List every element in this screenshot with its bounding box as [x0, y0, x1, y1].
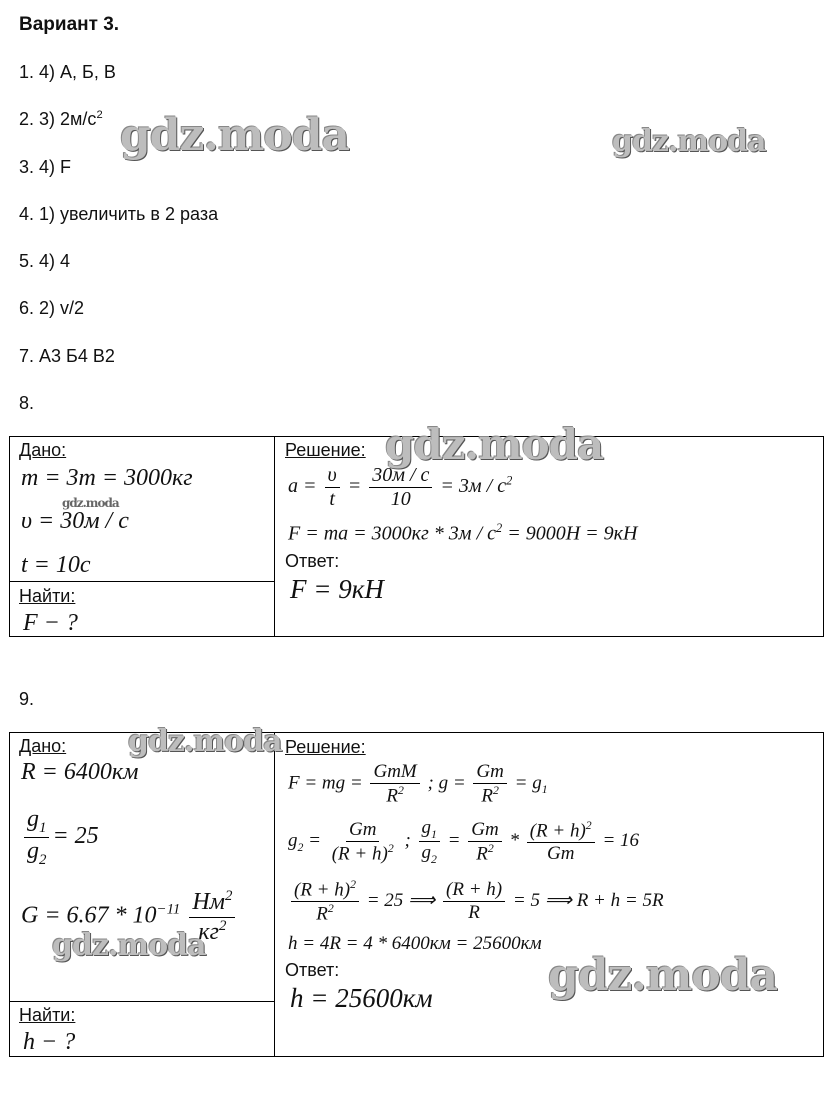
task8-given-m: m = 3т = 3000кг: [21, 465, 193, 491]
task8-number: 8.: [19, 393, 35, 413]
task8-find-label: Найти:: [19, 586, 76, 606]
task8-solution-label: Решение:: [285, 440, 366, 460]
task8-answer-label: Ответ:: [285, 551, 340, 571]
task9-given-label: Дано:: [19, 736, 67, 756]
task9-find: h − ?: [23, 1029, 76, 1055]
answer-item: 6. 2) v/2: [19, 298, 85, 318]
task9-line1: F = mg = $\frac{\text{GmM}}{R^2}$ ; g = $\frac{Gm}{R^2}$ = $g_1$: [288, 761, 548, 807]
task9-answer-label: Ответ:: [285, 960, 340, 980]
task8-given-label: Дано:: [19, 440, 67, 460]
watermark-logo: gdz.moda: [120, 110, 350, 161]
answer-item: 2. 3) $2м/с^2$: [19, 109, 103, 129]
answer-item: 1. 4) А, Б, В: [19, 62, 116, 82]
task9-number: 9.: [19, 689, 35, 709]
task9-given-G: $G = 6.67 * 10^{-11}$ $\frac{Нм^2}{кг^2}$: [21, 888, 238, 946]
task8-find: F − ?: [23, 610, 78, 636]
answer-item: 3. 4) F: [19, 157, 72, 177]
task9-line3: $\frac{(R + h)^2}{R^2}$ = 25 ⟹ $\frac{(R + h)}{R}$ = 5 ⟹ R + h = 5R: [288, 878, 664, 925]
task9-answer: h = 25600км: [290, 983, 433, 1013]
watermark-logo: gdz.moda: [52, 928, 206, 963]
watermark-logo: gdz.moda: [128, 724, 282, 759]
task8-answer: F = 9кН: [290, 574, 384, 604]
task9-solution-label: Решение:: [285, 737, 366, 757]
task9-find-label: Найти:: [19, 1005, 76, 1025]
task8-given-t: t = 10c: [21, 552, 91, 578]
page-title: Вариант 3.: [19, 14, 120, 35]
task9-given-g-ratio: $\frac{g_1}{g_2}$ = 25: [21, 806, 99, 869]
watermark-logo: gdz.moda: [612, 124, 766, 159]
task8-formula-f: F = ma = $3000кг * 3м / с^2 = 9000Н = 9кН$: [288, 521, 638, 545]
watermark-logo: gdz.moda: [385, 420, 604, 469]
task9-line2: $g_2$ = $\frac{Gm}{(R + h)^2}$ ; $\frac{g_1}{g_2}$ = $\frac{Gm}{R^2}$ * $\frac{(R + h)^2}{Gm}$ = 16: [288, 817, 640, 867]
watermark-logo: gdz.moda: [62, 496, 119, 510]
task8-given-v: υ = 30м / с: [21, 508, 129, 534]
task9-given-r: R = 6400км: [21, 759, 139, 785]
task9-line4: h = 4R = 4 * 6400км = 25600км: [288, 933, 542, 954]
watermark-logo: gdz.moda: [548, 950, 778, 1001]
answer-item: 5. 4) 4: [19, 251, 71, 271]
answer-item: 7. А3 Б4 В2: [19, 346, 115, 366]
task8-formula-a: a = $\frac{\upsilon}{t}$ = $\frac{30м / с}{10}$ = $3м / с^2$: [288, 464, 513, 510]
answer-item: 4. 1) увеличить в 2 раза: [19, 204, 219, 224]
